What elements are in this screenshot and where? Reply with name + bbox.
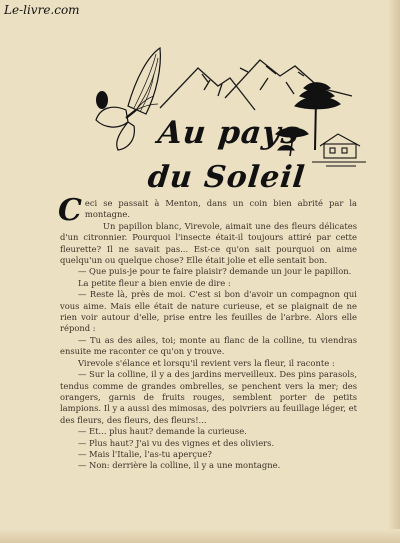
paragraph: — Reste là, près de moi. C'est si bon d'avoir un compagnon qui vous aime. Mais elle était de nature curieuse, et se plaignait de ne rien voir autour d'elle, prise entre les feuilles de l'arbre. Alors elle répond :	[60, 289, 357, 334]
drop-cap: C	[58, 193, 82, 228]
butterfly-icon	[96, 48, 160, 150]
watermark: Le-livre.com	[4, 3, 80, 17]
page-bottom-edge	[0, 529, 400, 543]
paragraph: — Tu as des ailes, toi; monte au flanc de la colline, tu viendras ensuite me raconter ce qu'on y trouve.	[60, 334, 357, 357]
paragraph: Virevole s'élance et lorsqu'il revient vers la fleur, il raconte :	[78, 357, 335, 368]
title-line-2: du Soleil	[146, 160, 308, 195]
paragraph: — Mais l'Italie, l'as-tu aperçue?	[78, 448, 212, 459]
paragraph: La petite fleur a bien envie de dire :	[78, 277, 231, 288]
story-text	[58, 193, 357, 472]
page-edge-shadow	[388, 0, 400, 543]
paragraph: — Que puis-je pour te faire plaisir? demande un jour le papillon.	[78, 266, 352, 277]
paragraph: — Et... plus haut? demande la curieuse.	[78, 426, 247, 437]
paragraph: Un papillon blanc, Virevole, aimait une des fleurs délicates d'un citronnier. Pourquoi l'insecte était-il toujours attiré par cette fleurette? Il ne savait pas... Est-ce qu'on sait pourquoi on aime quelqu'un ou quelque chose? Elle était jolie et elle sentait bon.	[60, 220, 357, 266]
paragraph: — Plus haut? J'ai vu des vignes et des oliviers.	[78, 437, 275, 448]
paragraph: eci se passait à Menton, dans un coin bien abrité par la montagne.	[84, 198, 357, 220]
paragraph: — Non: derrière la colline, il y a une montagne.	[78, 460, 281, 471]
title-line-1: Au pays	[156, 115, 302, 151]
chalet-icon	[312, 134, 366, 166]
paragraph: — Sur la colline, il y a des jardins merveilleux. Des pins parasols, tendus comme de grandes ombrelles, se penchent vers la mer; des orangers, garnis de fruits rouges, semblent porter de petits lampions. Il y a aussi des mimosas, des poivriers au feuillage léger, et des fleurs, des fleurs, des fleurs!...	[60, 369, 357, 425]
